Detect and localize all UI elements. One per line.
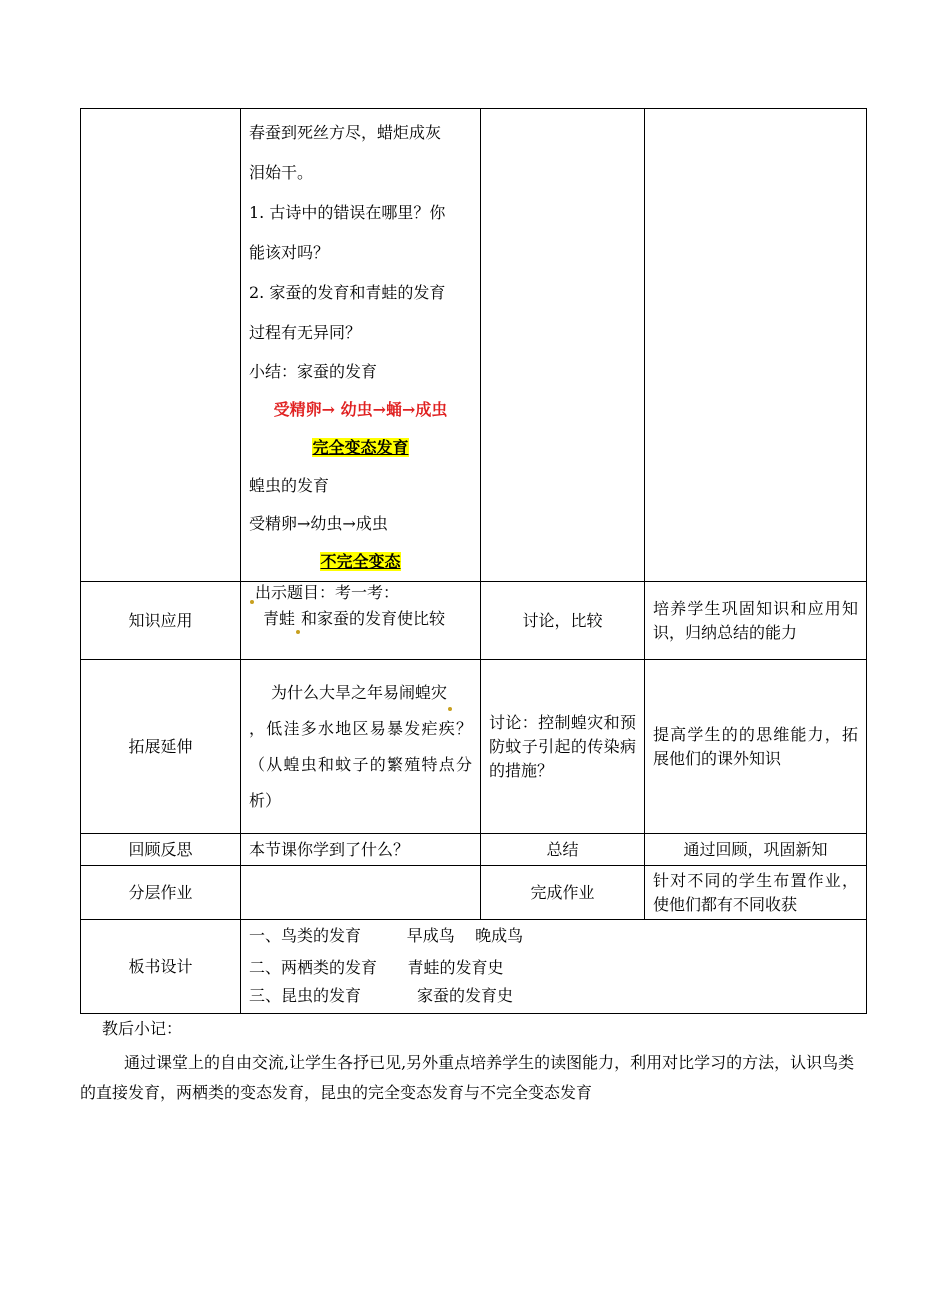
knowledge-application-content [241, 582, 481, 660]
row1-purpose-cell [645, 109, 867, 582]
extension-content [241, 660, 481, 834]
knowledge-line-1: 出示题目：考一考： [255, 583, 400, 602]
extension-rest: ，低洼多水地区易暴发疟疾？（从蝗虫和蚊子的繁殖特点分析） [249, 718, 472, 810]
poem-line-2: 泪始干。 [249, 163, 314, 182]
knowledge-application-purpose: 培养学生巩固知识和应用知识，归纳总结的能力 [645, 582, 867, 660]
poem-line-1: 春蚕到死丝方尽，蜡炬成灰 [249, 123, 442, 142]
locust-development-sequence: 受精卵→幼虫→成虫 [249, 514, 388, 533]
question-2-line-1: 2. 家蚕的发育和青蛙的发育 [249, 283, 446, 302]
question-1-line-1: 1. 古诗中的错误在哪里？你 [249, 203, 446, 222]
row1-label-cell [81, 109, 241, 582]
review-purpose: 通过回顾，巩固新知 [645, 834, 867, 866]
knowledge-line-2-wrap [249, 604, 472, 634]
table-row [81, 920, 867, 1014]
extension-line-1: 为什么大旱之年易闹蝗灾 [271, 682, 448, 702]
extension-activity: 讨论：控制蝗灾和预防蚊子引起的传染病的措施？ [481, 660, 645, 834]
table-row [81, 834, 867, 866]
locust-development-label: 蝗虫的发育 [249, 476, 330, 495]
post-lesson-notes-title: 教后小记： [102, 1019, 183, 1038]
row1-content-cell [241, 109, 481, 582]
extension-line-1-wrap [249, 675, 472, 711]
post-lesson-notes-body: 通过课堂上的自由交流,让学生各抒已见,另外重点培养学生的读图能力，利用对比学习的方法，认识鸟类的直接发育，两栖类的变态发育，昆虫的完全变态发育与不完全变态发育 [80, 1053, 855, 1102]
board-line-2: 二、两栖类的发育 青蛙的发育史 [249, 958, 504, 977]
mark-dot [448, 707, 452, 711]
homework-activity: 完成作业 [481, 866, 645, 920]
review-activity: 总结 [481, 834, 645, 866]
homework-label: 分层作业 [81, 866, 241, 920]
review-label: 回顾反思 [81, 834, 241, 866]
table-row [81, 582, 867, 660]
highlight-complete-metamorphosis-wrap [249, 429, 472, 467]
table-row [81, 660, 867, 834]
table-row [81, 866, 867, 920]
knowledge-line-2b: 和家蚕的发育使比较 [301, 609, 446, 628]
highlight-incomplete-metamorphosis-wrap [249, 543, 472, 581]
lesson-plan-table [80, 108, 867, 1014]
review-content: 本节课你学到了什么？ [241, 834, 481, 866]
extension-purpose: 提高学生的的思维能力，拓展他们的课外知识 [645, 660, 867, 834]
board-line-1: 一、鸟类的发育 早成鸟 晚成鸟 [249, 926, 524, 945]
silkworm-development-sequence: 受精卵→ 幼虫→蛹→成虫 [273, 400, 448, 419]
board-design-content [241, 920, 867, 1014]
knowledge-line-1-wrap [249, 582, 472, 604]
board-line-3: 三、昆虫的发育 家蚕的发育史 [249, 986, 513, 1005]
question-2-line-2: 过程有无异同？ [249, 323, 362, 342]
summary-label: 小结：家蚕的发育 [249, 362, 378, 381]
highlight-complete-metamorphosis: 完全变态发育 [312, 438, 409, 457]
question-1-line-2: 能该对吗？ [249, 243, 330, 262]
board-design-label: 板书设计 [81, 920, 241, 1014]
homework-purpose: 针对不同的学生布置作业，使他们都有不同收获 [645, 866, 867, 920]
table-row [81, 109, 867, 582]
mark-dot [296, 630, 300, 634]
mark-dot [250, 600, 254, 604]
extension-label: 拓展延伸 [81, 660, 241, 834]
row1-activity-cell [481, 109, 645, 582]
homework-content [241, 866, 481, 920]
knowledge-application-label: 知识应用 [81, 582, 241, 660]
highlight-incomplete-metamorphosis: 不完全变态 [320, 552, 401, 571]
knowledge-line-2a: 青蛙 [263, 609, 296, 628]
knowledge-application-activity: 讨论，比较 [481, 582, 645, 660]
